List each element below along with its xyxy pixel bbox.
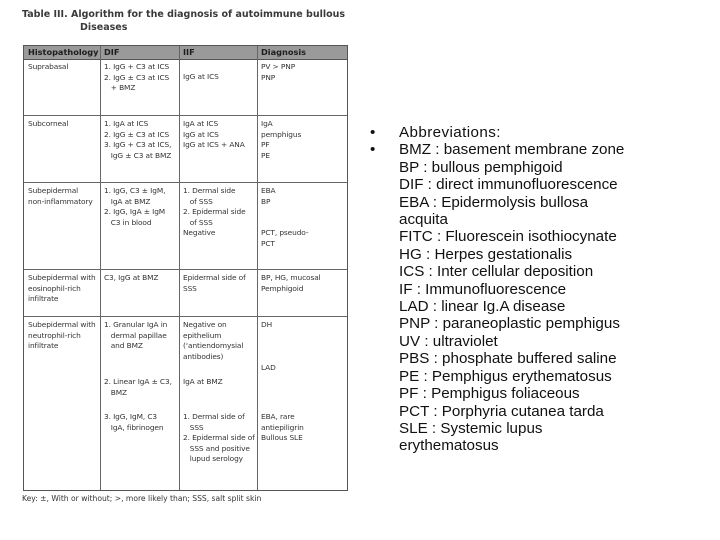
bullet-abbreviations-heading (370, 124, 710, 141)
abbreviation-item: UV : ultraviolet (399, 332, 498, 350)
abbreviation-item: EBA : Epidermolysis bullosa (399, 193, 589, 211)
header-dif: DIF (104, 47, 120, 57)
cell-histopathology: Subepidermal with eosinophil-rich infiltrate (28, 273, 96, 303)
column-divider (179, 46, 180, 490)
row-divider (24, 316, 347, 317)
header-diagnosis: Diagnosis (261, 47, 306, 57)
cell-diagnosis: DH (261, 320, 273, 329)
cell-histopathology: Suprabasal (28, 62, 69, 71)
cell-diagnosis: BP, HG, mucosal Pemphigoid (261, 273, 321, 293)
abbreviation-item: PF : Pemphigus foliaceous (399, 385, 580, 403)
row-divider (24, 115, 347, 116)
cell-diagnosis: IgA pemphigus PF PE (261, 119, 302, 160)
cell-histopathology: Subepidermal non-inflammatory (28, 186, 93, 206)
bullet-icon: • (370, 141, 376, 159)
cell-iif: Epidermal side of SSS (183, 273, 246, 293)
column-divider (257, 46, 258, 490)
abbreviation-item: HG : Herpes gestationalis (399, 245, 573, 263)
cell-dif: 1. Granular IgA in dermal papillae and BMZ (104, 320, 168, 350)
abbreviation-item: PE : Pemphigus erythematosus (399, 367, 612, 385)
cell-dif: 1. IgG, C3 ± IgM, IgA at BMZ 2. IgG, IgA ± IgM C3 in blood (104, 186, 166, 227)
cell-diagnosis: PV > PNP PNP (261, 62, 296, 82)
abbreviation-item: FITC : Fluorescein isothiocynate (399, 228, 617, 246)
cell-dif: 2. Linear IgA ± C3, BMZ (104, 377, 172, 397)
abbreviation-item: PBS : phosphate buffered saline (399, 350, 617, 368)
cell-iif: 1. Dermal side of SSS 2. Epidermal side of SSS Negative (183, 186, 246, 237)
table-caption-line1: Table III. Algorithm for the diagnosis of autoimmune bullous (22, 9, 346, 20)
abbreviation-item: ICS : Inter cellular deposition (399, 263, 594, 281)
abbreviation-item: SLE : Systemic lupus (399, 419, 543, 437)
cell-iif: IgA at BMZ (183, 377, 223, 386)
table-caption-line2: Diseases (80, 22, 128, 33)
cell-iif: 1. Dermal side of SSS 2. Epidermal side of SSS and positive lupud serology (183, 412, 255, 463)
table-header-row (24, 46, 347, 60)
header-histopathology: Histopathology (28, 47, 99, 57)
bullet-abbreviations-items (370, 141, 710, 454)
abbreviations-list (370, 124, 710, 455)
cell-histopathology: Subepidermal with neutrophil-rich infiltrate (28, 320, 96, 350)
diagnosis-table (23, 45, 348, 491)
cell-dif: 1. IgG + C3 at ICS 2. IgG ± C3 at ICS + BMZ (104, 62, 170, 92)
table-image (20, 8, 350, 508)
abbreviation-item: BP : bullous pemphigoid (399, 158, 563, 176)
abbreviation-item: LAD : linear Ig.A disease (399, 298, 566, 316)
table-caption (22, 8, 350, 34)
abbreviation-item: PNP : paraneoplastic pemphigus (399, 315, 620, 333)
cell-iif: IgG at ICS (183, 72, 219, 81)
abbreviation-item: acquita (399, 211, 448, 229)
cell-iif: Negative on epithelium (‘antiendomysial antibodies) (183, 320, 244, 361)
cell-diagnosis: LAD (261, 363, 276, 372)
abbreviation-item: DIF : direct immunofluorescence (399, 176, 618, 194)
abbreviation-item: BMZ : basement membrane zone (399, 141, 625, 159)
abbreviation-item: PCT : Porphyria cutanea tarda (399, 402, 604, 420)
abbreviation-item: IF : Immunofluorescence (399, 280, 567, 298)
abbreviation-item: erythematosus (399, 437, 499, 455)
abbreviations-heading: Abbreviations: (399, 124, 501, 141)
header-iif: IIF (183, 47, 195, 57)
row-divider (24, 182, 347, 183)
cell-dif: 1. IgA at ICS 2. IgG ± C3 at ICS 3. IgG + C3 at ICS, IgG ± C3 at BMZ (104, 119, 172, 160)
cell-histopathology: Subcorneal (28, 119, 69, 128)
cell-iif: IgA at ICS IgG at ICS IgG at ICS + ANA (183, 119, 245, 149)
cell-diagnosis: EBA BP PCT, pseudo- PCT (261, 186, 309, 248)
table-key: Key: ±, With or without; >, more likely than; SSS, salt split skin (22, 494, 262, 503)
cell-diagnosis: EBA, rare antiepiligrin Bullous SLE (261, 412, 304, 442)
bullet-icon: • (370, 124, 376, 141)
column-divider (100, 46, 101, 490)
cell-dif: 3. IgG, IgM, C3 IgA, fibrinogen (104, 412, 164, 432)
cell-dif: C3, IgG at BMZ (104, 273, 159, 282)
row-divider (24, 269, 347, 270)
